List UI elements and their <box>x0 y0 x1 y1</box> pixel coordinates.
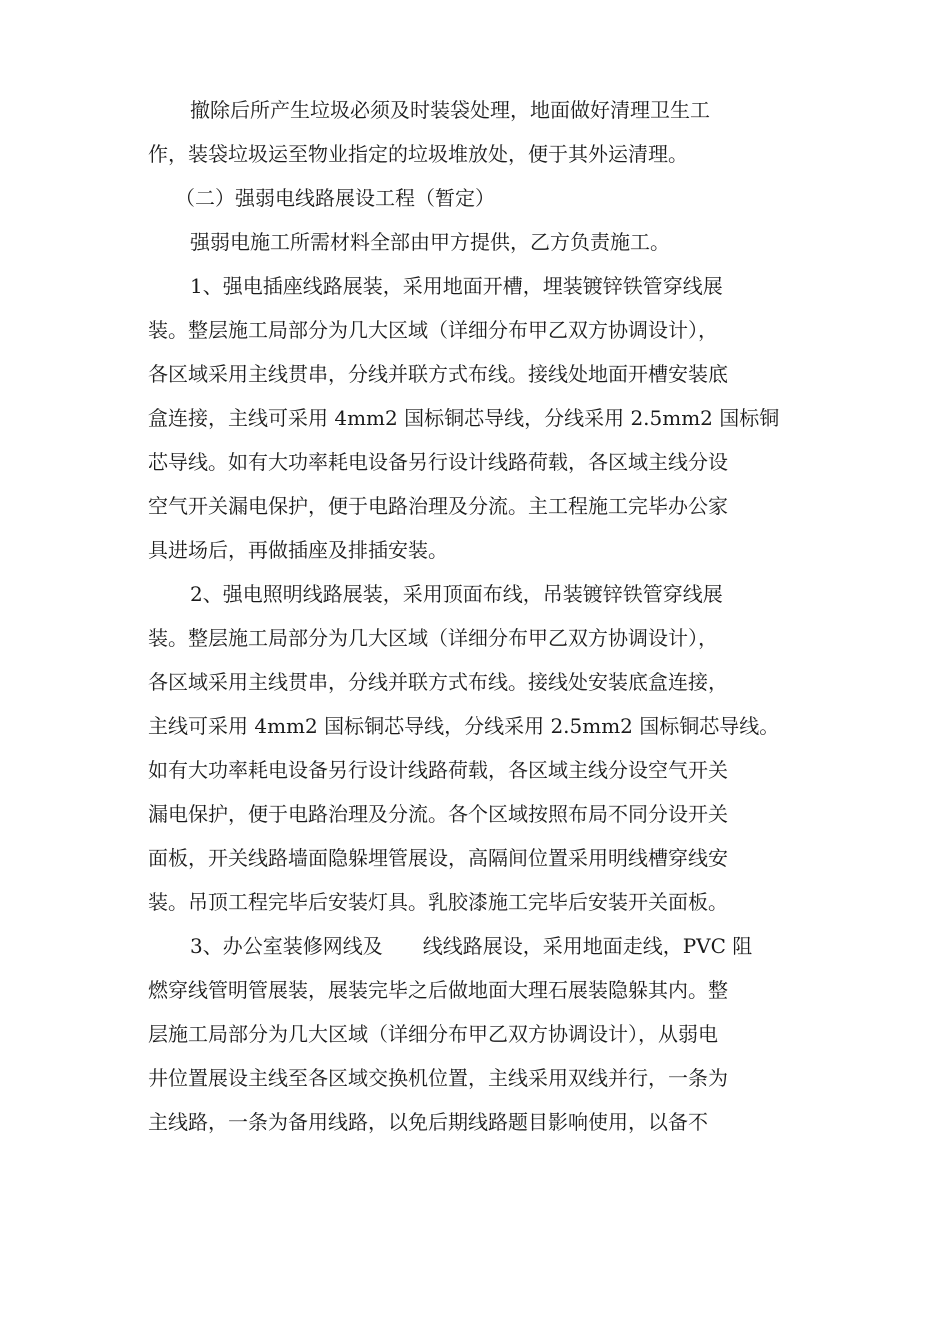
text-line: 主线可采用 4mm2 国标铜芯导线，分线采用 2.5mm2 国标铜芯导线。 <box>148 714 780 738</box>
text-line: 主线路，一条为备用线路，以免后期线路题目影响使用，以备不 <box>148 1110 708 1134</box>
text-line: 具进场后，再做插座及排插安装。 <box>148 538 448 562</box>
text-line: 芯导线。如有大功率耗电设备另行设计线路荷载，各区域主线分设 <box>148 450 728 474</box>
section-heading: （二）强弱电线路展设工程（暂定） <box>175 186 495 210</box>
text-line: 漏电保护，便于电路治理及分流。各个区域按照布局不同分设开关 <box>148 802 728 826</box>
text-line: 燃穿线管明管展装，展装完毕之后做地面大理石展装隐躲其内。整 <box>148 978 728 1002</box>
text-line: 井位置展设主线至各区域交换机位置，主线采用双线并行，一条为 <box>148 1066 728 1090</box>
text-line: 空气开关漏电保护，便于电路治理及分流。主工程施工完毕办公家 <box>148 494 728 518</box>
text-line: 强弱电施工所需材料全部由甲方提供，乙方负责施工。 <box>190 230 670 254</box>
text-line: 如有大功率耗电设备另行设计线路荷载，各区域主线分设空气开关 <box>148 758 728 782</box>
text-line: 各区域采用主线贯串，分线并联方式布线。接线处地面开槽安装底 <box>148 362 728 386</box>
text-line: 面板，开关线路墙面隐躲埋管展设，高隔间位置采用明线槽穿线安 <box>148 846 728 870</box>
text-line: 装。整层施工局部分为几大区域（详细分布甲乙双方协调设计）， <box>148 318 718 342</box>
text-line: 各区域采用主线贯串，分线并联方式布线。接线处安装底盒连接， <box>148 670 728 694</box>
text-line: 装。吊顶工程完毕后安装灯具。乳胶漆施工完毕后安装开关面板。 <box>148 890 728 914</box>
text-line: 1、强电插座线路展装，采用地面开槽，埋装镀锌铁管穿线展 <box>190 274 723 298</box>
text-line: 3、办公室装修网线及 线线路展设，采用地面走线，PVC 阻 <box>190 934 753 958</box>
text-line: 作，装袋垃圾运至物业指定的垃圾堆放处，便于其外运清理。 <box>148 142 688 166</box>
text-line: 装。整层施工局部分为几大区域（详细分布甲乙双方协调设计）， <box>148 626 718 650</box>
text-line: 盒连接，主线可采用 4mm2 国标铜芯导线，分线采用 2.5mm2 国标铜 <box>148 406 780 430</box>
text-line: 2、强电照明线路展装，采用顶面布线，吊装镀锌铁管穿线展 <box>190 582 723 606</box>
text-line: 撤除后所产生垃圾必须及时装袋处理，地面做好清理卫生工 <box>190 98 710 122</box>
text-line: 层施工局部分为几大区域（详细分布甲乙双方协调设计），从弱电 <box>148 1022 718 1046</box>
